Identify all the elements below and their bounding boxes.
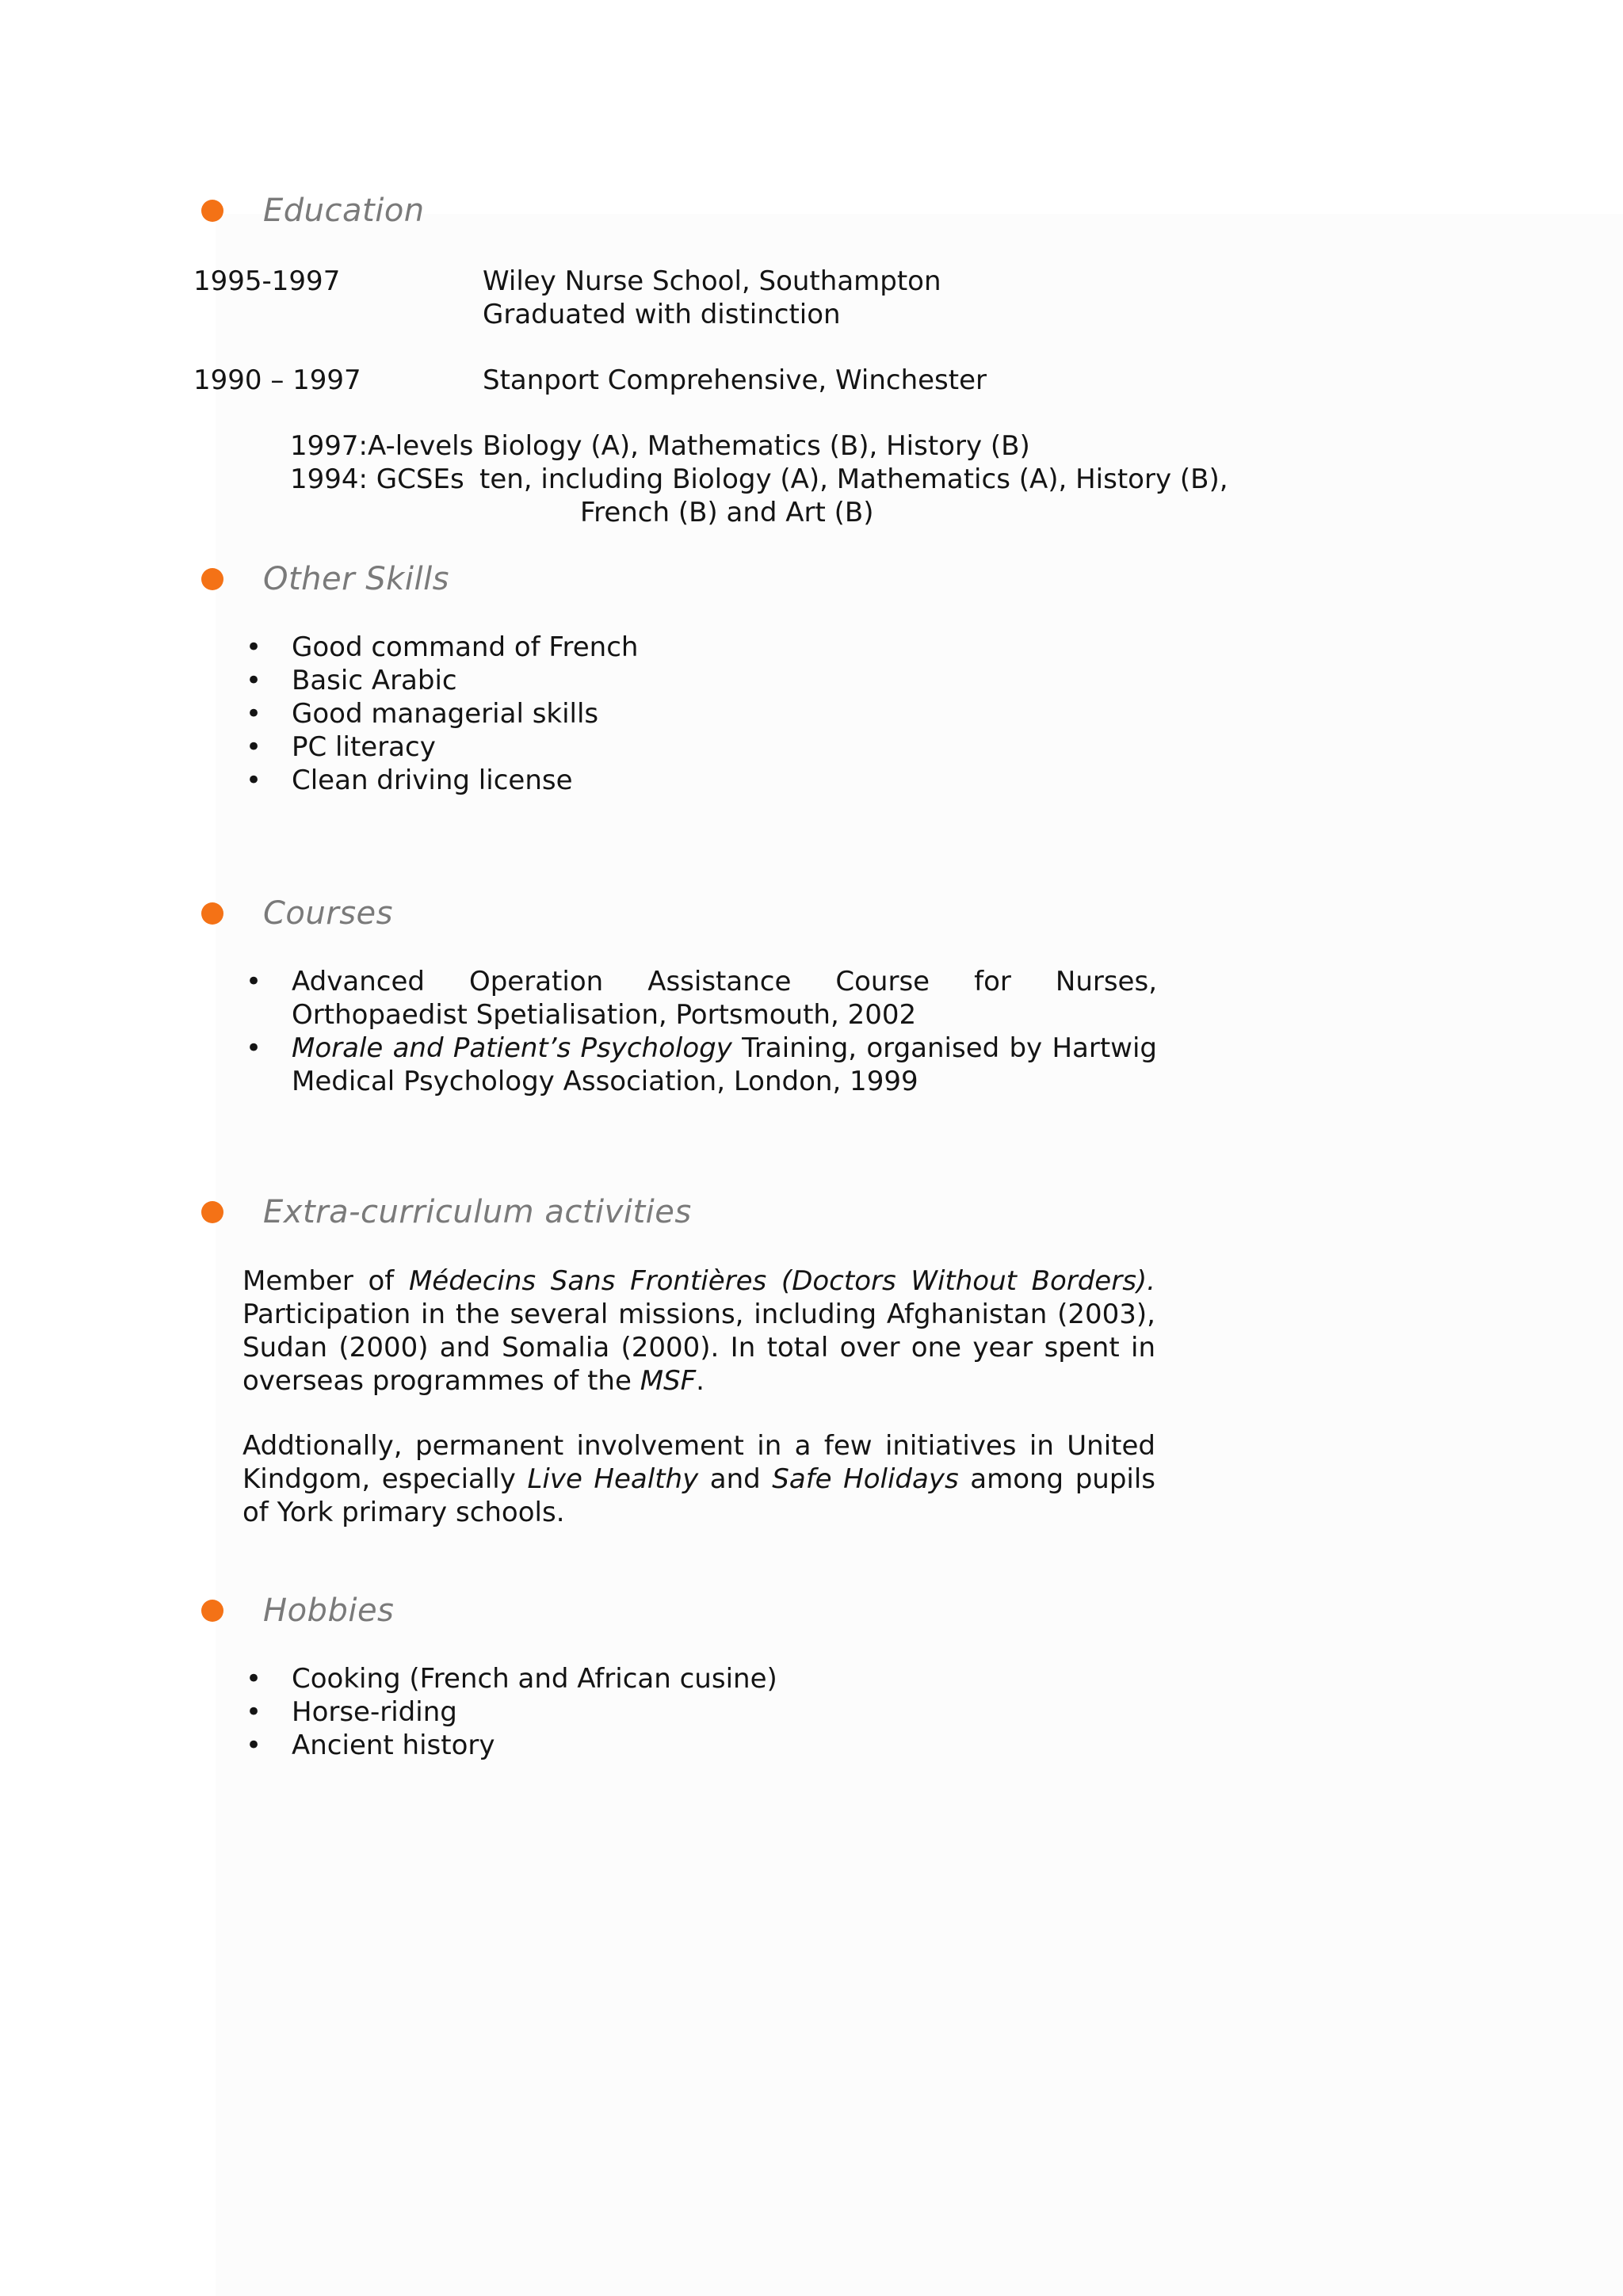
msf-name: Médecins Sans Frontières (Doctors Without Borders). (408, 1265, 1155, 1297)
course-details: Training, organised by Hartwig Medical Psychology Association, London, 1999 (292, 1032, 1157, 1097)
text-run: and (698, 1463, 773, 1495)
extra-paragraph-2 (242, 1429, 1155, 1529)
gcse-value-line2: French (B) and Art (B) (580, 497, 874, 528)
text-run: Participation in the several missions, including Afghanistan (2003), Sudan (2000) and Somalia (2000). In total over one year spent in overseas programmes of the (242, 1299, 1155, 1397)
other-skills-title: Other Skills (263, 561, 450, 597)
courses-heading (201, 894, 393, 933)
courses-title: Courses (263, 895, 393, 932)
list-item: • Horse-riding (246, 1695, 1157, 1729)
msf-abbrev: MSF (640, 1365, 697, 1397)
courses-list (246, 965, 1157, 1098)
education-school-2: Stanport Comprehensive, Winchester (483, 364, 987, 396)
alevels-label: 1997:A-levels (290, 430, 474, 462)
extra-heading (201, 1192, 692, 1232)
initiative-live-healthy: Live Healthy (527, 1463, 699, 1495)
gcse-value-line1: ten, including Biology (A), Mathematics (A), History (B), (479, 463, 1228, 495)
list-item (246, 1032, 1157, 1098)
list-item: • Basic Arabic (246, 664, 1157, 697)
education-heading (201, 191, 425, 231)
gcse-label: 1994: GCSEs (290, 463, 464, 495)
hobbies-heading (201, 1591, 394, 1630)
hobbies-title: Hobbies (263, 1592, 395, 1629)
orange-dot-icon (201, 1201, 223, 1223)
alevels-value: Biology (A), Mathematics (B), History (B) (483, 430, 1030, 462)
text-run: Addtionally, permanent involvement in a few initiatives in United Kindgom, especially (242, 1430, 1155, 1495)
course-title-italic: Morale and Patient’s Psychology (292, 1032, 732, 1064)
education-note-1: Graduated with distinction (483, 299, 841, 330)
text-run: Member of (242, 1265, 409, 1297)
text-run: among pupils of York primary schools. (242, 1463, 1156, 1528)
extra-paragraph-1 (242, 1264, 1155, 1398)
list-item: • Good command of French (246, 631, 1157, 664)
education-years-1: 1995-1997 (193, 265, 341, 297)
list-item: • Good managerial skills (246, 697, 1157, 730)
other-skills-list (246, 631, 1157, 797)
list-item: • Advanced Operation Assistance Course for Nurses, Orthopaedist Spetialisation, Portsmouth, 2002 (246, 965, 1157, 1032)
orange-dot-icon (201, 902, 223, 925)
education-title: Education (263, 193, 425, 229)
orange-dot-icon (201, 568, 223, 590)
extra-title: Extra-curriculum activities (263, 1194, 692, 1230)
list-item: • Cooking (French and African cusine) (246, 1662, 1157, 1695)
hobbies-list (246, 1662, 1157, 1762)
education-years-2: 1990 – 1997 (193, 364, 361, 396)
list-item: • Clean driving license (246, 764, 1157, 797)
education-school-1: Wiley Nurse School, Southampton (483, 265, 941, 297)
initiative-safe-holidays: Safe Holidays (772, 1463, 959, 1495)
other-skills-heading (201, 559, 449, 599)
list-item: • PC literacy (246, 730, 1157, 764)
text-run: . (696, 1365, 705, 1397)
list-item: • Ancient history (246, 1729, 1157, 1762)
orange-dot-icon (201, 200, 223, 222)
orange-dot-icon (201, 1600, 223, 1622)
